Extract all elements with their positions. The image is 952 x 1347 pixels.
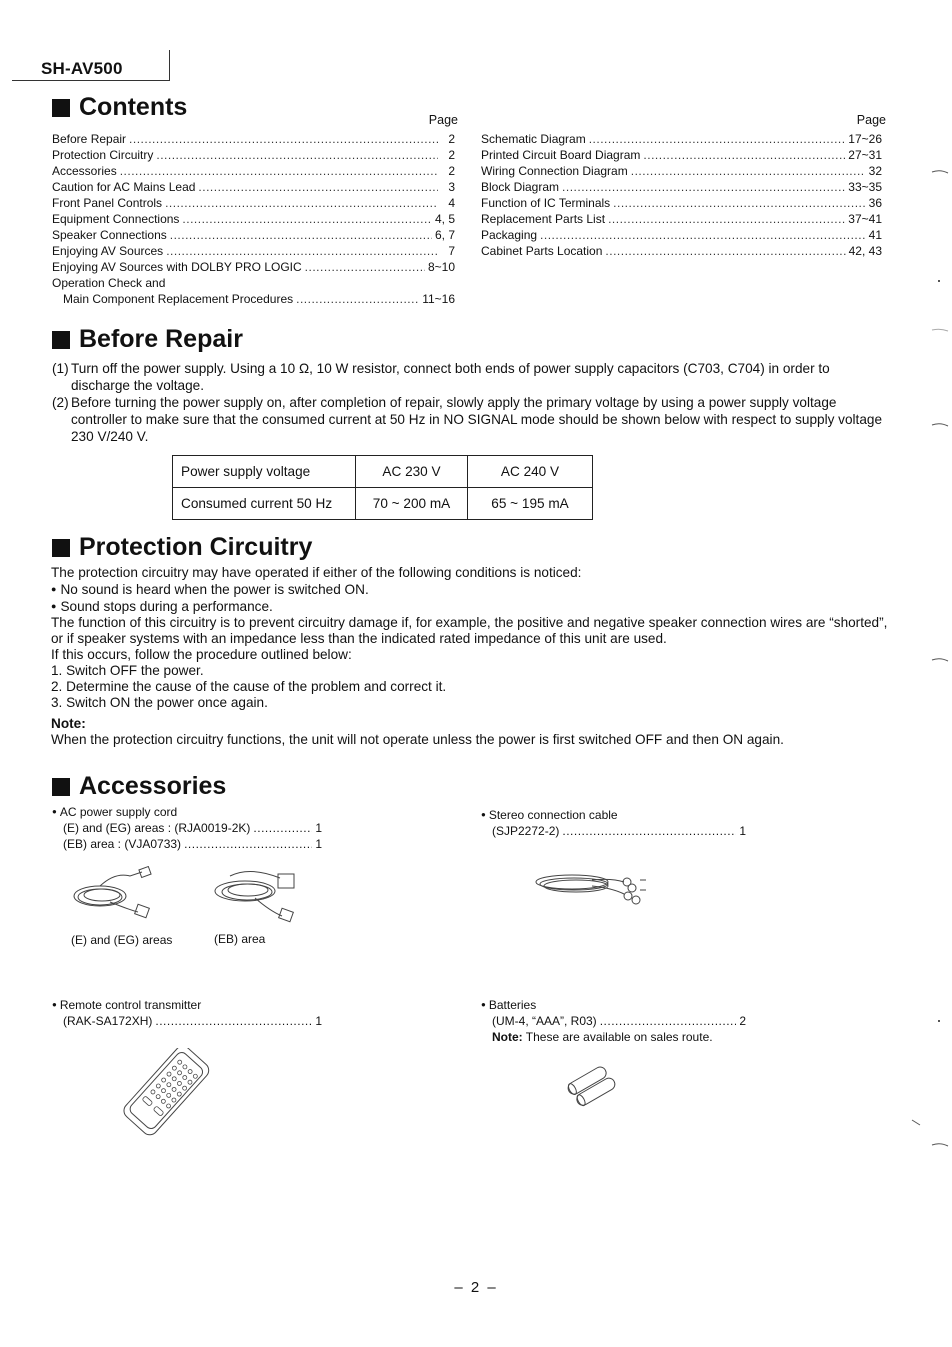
toc-page-heading: Page — [856, 113, 886, 127]
procedure-step: 1. Switch OFF the power. — [51, 663, 204, 678]
toc-entry[interactable]: Accessories ..... 2 — [52, 163, 458, 179]
ac-cord-caption: (E) and (EG) areas — [71, 933, 173, 947]
section-square-icon — [52, 331, 70, 349]
note-text: When the protection circuitry functions, the unit will not operate unless the power is first switched OFF and then ON again. — [51, 732, 784, 747]
accessory-ac-cord: ● AC power supply cord (E) and (EG) areas : (RJA0019-2K) ..... 1 (EB) area : (VJA0733) ..... 1 — [52, 804, 322, 852]
procedure-step: 3. Switch ON the power once again. — [51, 695, 268, 710]
toc-entry[interactable]: Front Panel Controls ..... 4 — [52, 195, 458, 211]
table-row: Power supply voltage AC 230 V AC 240 V — [173, 456, 593, 488]
toc-entry[interactable]: Replacement Parts List ..... 37~41 — [481, 211, 886, 227]
toc-entry[interactable]: Cabinet Parts Location ..... 42, 43 — [481, 243, 886, 259]
section-square-icon — [52, 778, 70, 796]
protection-body: The protection circuitry may have operated if either of the following conditions is noticed: ● No sound is heard when the power is switched ON. ● Sound stops during a performance. The function of this circuitry is to prevent circuitry damage if, for example, the positive and negative speaker connection wires are “shorted”, or if speaker systems with an impedance less than the indicated rated impedance of this unit are used. If this occurs, follow the procedure outlined below: 1. Switch OFF the power. 2. Determine the cause of the cause of the problem and correct it. 3. Switch ON the power once again. Note: When the protection circuitry functions, the unit will not operate unless the power is first switched OFF and then ON again. — [51, 565, 901, 748]
accessory-remote: ● Remote control transmitter (RAK-SA172XH) ..... 1 — [52, 997, 322, 1029]
toc-entry[interactable]: Before Repair ..... 2 — [52, 131, 458, 147]
toc-entry[interactable]: Enjoying AV Sources ..... 7 — [52, 243, 458, 259]
before-repair-title: Before Repair — [79, 325, 243, 353]
toc-entry[interactable]: Printed Circuit Board Diagram ..... 27~31 — [481, 147, 886, 163]
toc-entry[interactable]: Equipment Connections ..... 4, 5 — [52, 211, 458, 227]
toc-entry[interactable]: Wiring Connection Diagram ..... 32 — [481, 163, 886, 179]
bullet-item: ● No sound is heard when the power is switched ON. — [51, 581, 901, 598]
toc-entry[interactable]: Operation Check and — [52, 276, 166, 290]
current-spec-table — [172, 455, 593, 520]
ac-cord-e-eg-icon — [70, 866, 160, 922]
section-square-icon — [52, 539, 70, 557]
note-label: Note: — [51, 716, 86, 731]
toc-right — [481, 112, 886, 259]
header-divider — [169, 50, 170, 80]
accessory-stereo-cable: ● Stereo connection cable (SJP2272-2) ..... 1 — [481, 807, 746, 839]
ac-cord-caption: (EB) area — [214, 932, 266, 946]
toc-entry[interactable]: Schematic Diagram ..... 17~26 — [481, 131, 886, 147]
stereo-cable-icon — [532, 866, 650, 912]
margin-mark — [910, 1118, 924, 1128]
protection-heading — [52, 533, 312, 562]
protection-title: Protection Circuitry — [79, 533, 313, 561]
accessories-title: Accessories — [79, 772, 227, 800]
toc-entry[interactable]: Caution for AC Mains Lead ..... 3 — [52, 179, 458, 195]
batteries-note: Note: These are available on sales route. — [492, 1030, 713, 1044]
model-header — [12, 50, 170, 81]
toc-entry[interactable]: Packaging ..... 41 — [481, 227, 886, 243]
procedure-step: 2. Determine the cause of the cause of the problem and correct it. — [51, 679, 447, 694]
before-repair-steps — [52, 360, 892, 445]
toc-entry[interactable]: Main Component Replacement Procedures ..... 11~16 — [52, 291, 458, 307]
page-number: – 2 – — [454, 1279, 498, 1296]
toc-page-heading: Page — [428, 113, 458, 127]
batteries-icon — [562, 1065, 622, 1109]
repair-step: (1) Turn off the power supply. Using a 10 Ω, 10 W resistor, connect both ends of power supply capacitors (C703, C704) in order to discharge the voltage. — [52, 361, 830, 393]
accessory-batteries: ● Batteries (UM-4, “AAA”, R03) ..... 2 Note: These are available on sales route. — [481, 997, 746, 1045]
margin-marks — [930, 160, 952, 1160]
table-row: Consumed current 50 Hz 70 ~ 200 mA 65 ~ 195 mA — [173, 488, 593, 520]
accessories-heading — [52, 772, 226, 801]
before-repair-heading — [52, 325, 243, 354]
toc-entry[interactable]: Protection Circuitry ..... 2 — [52, 147, 458, 163]
bullet-item: ● Sound stops during a performance. — [51, 598, 901, 615]
repair-step: (2) Before turning the power supply on, after completion of repair, slowly apply the primary voltage by using a power supply voltage controller to make sure that the consumed current at 50 Hz in NO SIGNAL mode should be shown below with respect to supply voltage 230 V/240 V. — [52, 395, 883, 444]
model-title: SH-AV500 — [41, 59, 123, 78]
remote-control-icon — [115, 1048, 215, 1136]
toc-entry[interactable]: Block Diagram ..... 33~35 — [481, 179, 886, 195]
toc-left — [52, 112, 458, 307]
ac-cord-eb-icon — [210, 866, 305, 926]
toc-entry[interactable]: Function of IC Terminals ..... 36 — [481, 195, 886, 211]
contents-title: Contents — [79, 93, 188, 121]
toc-entry[interactable]: Speaker Connections ..... 6, 7 — [52, 227, 458, 243]
toc-entry[interactable]: Enjoying AV Sources with DOLBY PRO LOGIC ..... 8~10 — [52, 259, 458, 275]
